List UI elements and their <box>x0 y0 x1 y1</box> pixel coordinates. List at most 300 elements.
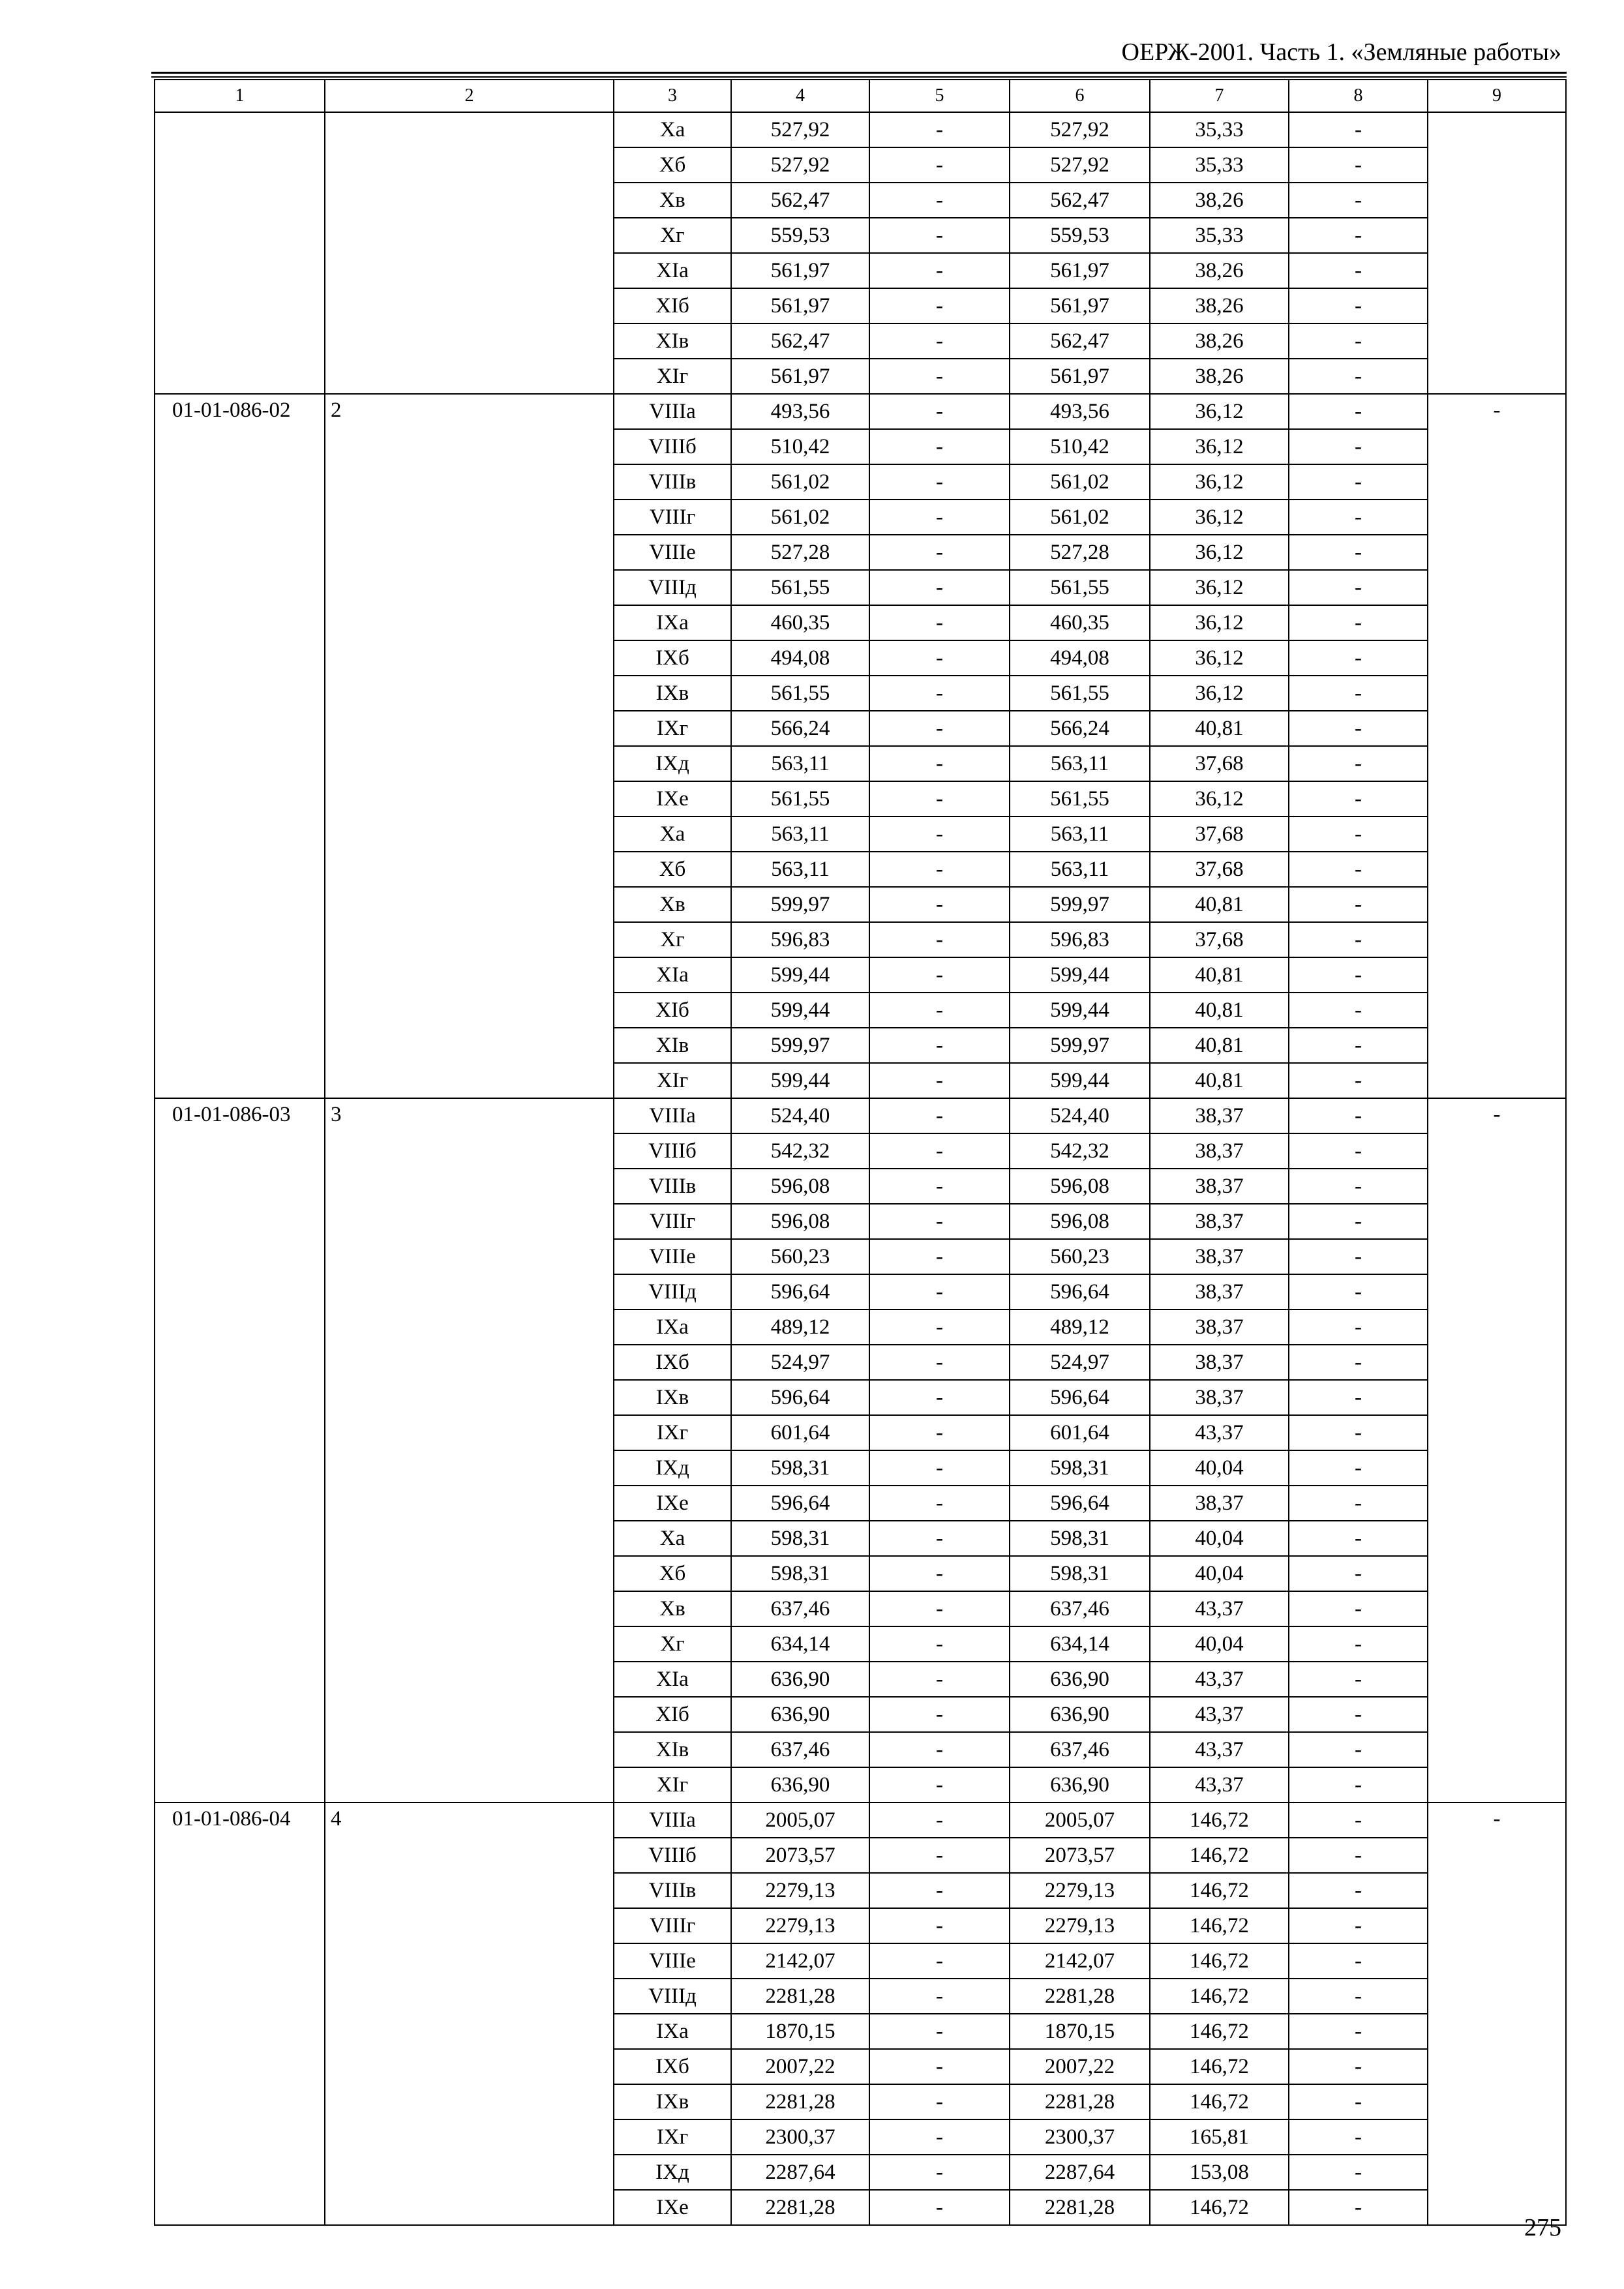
cell-v7: 38,37 <box>1150 1239 1289 1274</box>
cell-v6: 489,12 <box>1010 1309 1150 1345</box>
cell-v7: 36,12 <box>1150 570 1289 605</box>
cell-v8: - <box>1289 2190 1428 2225</box>
cell-v4: 561,02 <box>731 464 869 500</box>
cell-v7: 43,37 <box>1150 1415 1289 1450</box>
cell-v4: 637,46 <box>731 1732 869 1767</box>
cell-v8: - <box>1289 1732 1428 1767</box>
cell-v5: - <box>869 1239 1010 1274</box>
cell-v5: - <box>869 1697 1010 1732</box>
cell-v6: 2287,64 <box>1010 2155 1150 2190</box>
cell-v8: - <box>1289 1591 1428 1626</box>
cell-cat: VIIIд <box>614 1979 731 2014</box>
cell-v8: - <box>1289 1133 1428 1169</box>
cell-v7: 40,04 <box>1150 1521 1289 1556</box>
cell-v4: 596,83 <box>731 922 869 957</box>
cell-v8: - <box>1289 1979 1428 2014</box>
cell-v5: - <box>869 1662 1010 1697</box>
cell-v8: - <box>1289 1345 1428 1380</box>
cell-cat: IXб <box>614 1345 731 1380</box>
cell-v5: - <box>869 852 1010 887</box>
cell-v6: 2007,22 <box>1010 2049 1150 2084</box>
cell-cat: Xа <box>614 1521 731 1556</box>
cell-v7: 38,37 <box>1150 1486 1289 1521</box>
column-number: 1 <box>155 80 325 112</box>
cell-v8: - <box>1289 781 1428 816</box>
cell-v7: 146,72 <box>1150 2084 1289 2119</box>
cell-v4: 596,64 <box>731 1274 869 1309</box>
table-row <box>155 112 1566 147</box>
cell-v6: 599,44 <box>1010 1063 1150 1098</box>
cell-cat: VIIIб <box>614 1838 731 1873</box>
cell-v8: - <box>1289 711 1428 746</box>
cell-v5: - <box>869 147 1010 183</box>
cell-v7: 40,81 <box>1150 1028 1289 1063</box>
cell-v7: 38,37 <box>1150 1380 1289 1415</box>
cell-v7: 38,26 <box>1150 183 1289 218</box>
cell-cat: IXг <box>614 2119 731 2155</box>
table-row <box>155 1803 1566 1838</box>
rate-code-cell <box>155 112 325 394</box>
page-number: 275 <box>1524 2214 1561 2241</box>
cell-v5: - <box>869 1309 1010 1345</box>
cell-cat: VIIIа <box>614 394 731 429</box>
cell-v6: 494,08 <box>1010 640 1150 676</box>
cell-v6: 561,97 <box>1010 288 1150 323</box>
cell-v7: 35,33 <box>1150 112 1289 147</box>
cell-v6: 599,97 <box>1010 1028 1150 1063</box>
cell-v7: 153,08 <box>1150 2155 1289 2190</box>
cell-v8: - <box>1289 1204 1428 1239</box>
cell-v6: 599,97 <box>1010 887 1150 922</box>
cell-cat: IXа <box>614 2014 731 2049</box>
cell-v8: - <box>1289 1767 1428 1803</box>
cell-v5: - <box>869 2014 1010 2049</box>
cell-v7: 146,72 <box>1150 2049 1289 2084</box>
rate-code-cell: 01-01-086-02 <box>155 394 325 1098</box>
cell-v8: - <box>1289 1873 1428 1908</box>
cell-v5: - <box>869 1873 1010 1908</box>
cell-v4: 2279,13 <box>731 1908 869 1943</box>
cell-v5: - <box>869 253 1010 288</box>
cell-v4: 634,14 <box>731 1626 869 1662</box>
cell-v8: - <box>1289 640 1428 676</box>
cell-v4: 561,97 <box>731 288 869 323</box>
cell-v5: - <box>869 1486 1010 1521</box>
column-number: 9 <box>1428 80 1566 112</box>
cell-cat: Xб <box>614 147 731 183</box>
rate-name-cell <box>325 112 614 394</box>
cell-v8: - <box>1289 535 1428 570</box>
cell-v5: - <box>869 570 1010 605</box>
cell-cat: IXб <box>614 2049 731 2084</box>
cell-v5: - <box>869 676 1010 711</box>
cell-v6: 493,56 <box>1010 394 1150 429</box>
cell-v4: 598,31 <box>731 1521 869 1556</box>
cell-v7: 146,72 <box>1150 1979 1289 2014</box>
cell-v6: 559,53 <box>1010 218 1150 253</box>
cell-v6: 596,64 <box>1010 1380 1150 1415</box>
cell-v6: 1870,15 <box>1010 2014 1150 2049</box>
column-number-row <box>155 80 1566 112</box>
cell-v8: - <box>1289 253 1428 288</box>
cell-v4: 599,97 <box>731 1028 869 1063</box>
cell-cat: VIIIд <box>614 570 731 605</box>
cell-v5: - <box>869 1063 1010 1098</box>
cell-v6: 527,92 <box>1010 147 1150 183</box>
cell-v5: - <box>869 2190 1010 2225</box>
cell-v4: 2007,22 <box>731 2049 869 2084</box>
cell-v4: 563,11 <box>731 746 869 781</box>
cell-v6: 527,28 <box>1010 535 1150 570</box>
column-number: 3 <box>614 80 731 112</box>
cell-v6: 460,35 <box>1010 605 1150 640</box>
cell-v4: 2279,13 <box>731 1873 869 1908</box>
cell-v6: 2281,28 <box>1010 1979 1150 2014</box>
cell-v5: - <box>869 922 1010 957</box>
cell-v7: 36,12 <box>1150 464 1289 500</box>
cell-v6: 561,02 <box>1010 500 1150 535</box>
cell-v6: 596,83 <box>1010 922 1150 957</box>
cell-v6: 636,90 <box>1010 1697 1150 1732</box>
cell-v6: 598,31 <box>1010 1521 1150 1556</box>
cell-v7: 146,72 <box>1150 1873 1289 1908</box>
cell-v4: 489,12 <box>731 1309 869 1345</box>
cell-cat: VIIIе <box>614 1943 731 1979</box>
cell-v6: 560,23 <box>1010 1239 1150 1274</box>
cell-cat: Xа <box>614 112 731 147</box>
cell-v7: 38,26 <box>1150 359 1289 394</box>
cell-cat: IXб <box>614 640 731 676</box>
cell-v6: 2142,07 <box>1010 1943 1150 1979</box>
cell-v7: 40,04 <box>1150 1556 1289 1591</box>
cell-v5: - <box>869 746 1010 781</box>
cell-v7: 38,37 <box>1150 1098 1289 1133</box>
cell-v7: 37,68 <box>1150 816 1289 852</box>
cell-cat: XIа <box>614 253 731 288</box>
cell-v8: - <box>1289 464 1428 500</box>
cell-v7: 40,81 <box>1150 711 1289 746</box>
cell-cat: XIв <box>614 1732 731 1767</box>
cell-v4: 566,24 <box>731 711 869 746</box>
cell-cat: IXд <box>614 1450 731 1486</box>
cell-v7: 36,12 <box>1150 394 1289 429</box>
cell-cat: VIIIб <box>614 429 731 464</box>
cell-v8: - <box>1289 2049 1428 2084</box>
cell-v5: - <box>869 816 1010 852</box>
cell-v6: 561,55 <box>1010 676 1150 711</box>
cell-v5: - <box>869 1908 1010 1943</box>
cell-cat: VIIIв <box>614 1169 731 1204</box>
cell-v8: - <box>1289 922 1428 957</box>
cell-v4: 636,90 <box>731 1767 869 1803</box>
rate-code-cell: 01-01-086-04 <box>155 1803 325 2225</box>
cell-v7: 40,04 <box>1150 1450 1289 1486</box>
cell-cat: IXв <box>614 2084 731 2119</box>
cell-v8: - <box>1289 1697 1428 1732</box>
cell-v7: 36,12 <box>1150 500 1289 535</box>
cell-v8: - <box>1289 1556 1428 1591</box>
cell-v5: - <box>869 500 1010 535</box>
cell-v7: 40,81 <box>1150 1063 1289 1098</box>
cell-cat: IXа <box>614 605 731 640</box>
cell-v6: 2005,07 <box>1010 1803 1150 1838</box>
cell-v8: - <box>1289 1838 1428 1873</box>
cell-v5: - <box>869 1838 1010 1873</box>
cell-v7: 36,12 <box>1150 781 1289 816</box>
cell-v4: 596,08 <box>731 1204 869 1239</box>
cell-v8: - <box>1289 288 1428 323</box>
cell-v4: 494,08 <box>731 640 869 676</box>
column9-cell: - <box>1428 1098 1566 1803</box>
cell-v4: 561,97 <box>731 253 869 288</box>
cell-cat: IXе <box>614 2190 731 2225</box>
cell-v7: 40,81 <box>1150 957 1289 993</box>
cell-v4: 598,31 <box>731 1450 869 1486</box>
cell-v5: - <box>869 781 1010 816</box>
cell-cat: VIIIг <box>614 1908 731 1943</box>
cell-v6: 527,92 <box>1010 112 1150 147</box>
cell-cat: IXе <box>614 1486 731 1521</box>
cell-v5: - <box>869 1345 1010 1380</box>
cell-v4: 561,02 <box>731 500 869 535</box>
cell-v7: 36,12 <box>1150 676 1289 711</box>
cell-v8: - <box>1289 1309 1428 1345</box>
cell-cat: Xг <box>614 922 731 957</box>
cell-v8: - <box>1289 887 1428 922</box>
cell-v7: 38,37 <box>1150 1309 1289 1345</box>
cell-v5: - <box>869 112 1010 147</box>
cell-v6: 524,40 <box>1010 1098 1150 1133</box>
cell-v6: 561,55 <box>1010 781 1150 816</box>
cell-cat: XIб <box>614 1697 731 1732</box>
cell-cat: XIг <box>614 1767 731 1803</box>
column-number: 4 <box>731 80 869 112</box>
cell-v5: - <box>869 1204 1010 1239</box>
cell-cat: XIб <box>614 288 731 323</box>
cell-v7: 38,26 <box>1150 288 1289 323</box>
cell-v5: - <box>869 288 1010 323</box>
cell-v5: - <box>869 2155 1010 2190</box>
cell-v5: - <box>869 1521 1010 1556</box>
cell-v8: - <box>1289 1450 1428 1486</box>
cell-v6: 637,46 <box>1010 1591 1150 1626</box>
cell-v6: 2281,28 <box>1010 2084 1150 2119</box>
cell-v4: 2281,28 <box>731 2084 869 2119</box>
cell-cat: IXв <box>614 676 731 711</box>
cell-v7: 37,68 <box>1150 922 1289 957</box>
cell-cat: Xг <box>614 1626 731 1662</box>
cell-v5: - <box>869 2049 1010 2084</box>
cell-v7: 38,37 <box>1150 1204 1289 1239</box>
cell-v8: - <box>1289 147 1428 183</box>
cell-v6: 561,02 <box>1010 464 1150 500</box>
cell-v8: - <box>1289 1239 1428 1274</box>
cell-v6: 596,64 <box>1010 1274 1150 1309</box>
cell-v5: - <box>869 394 1010 429</box>
cell-cat: VIIIв <box>614 464 731 500</box>
cell-v8: - <box>1289 112 1428 147</box>
cell-v7: 38,37 <box>1150 1133 1289 1169</box>
cell-cat: IXг <box>614 1415 731 1450</box>
rate-code-cell: 01-01-086-03 <box>155 1098 325 1803</box>
cell-v5: - <box>869 1169 1010 1204</box>
cell-v4: 2005,07 <box>731 1803 869 1838</box>
cell-v4: 562,47 <box>731 183 869 218</box>
cell-v6: 562,47 <box>1010 183 1150 218</box>
cell-v5: - <box>869 957 1010 993</box>
cell-v7: 37,68 <box>1150 746 1289 781</box>
cell-v8: - <box>1289 1063 1428 1098</box>
cell-v5: - <box>869 359 1010 394</box>
cell-cat: IXе <box>614 781 731 816</box>
cell-v6: 599,44 <box>1010 957 1150 993</box>
cell-v8: - <box>1289 852 1428 887</box>
cell-cat: Xа <box>614 816 731 852</box>
cell-v4: 2300,37 <box>731 2119 869 2155</box>
cell-v6: 2281,28 <box>1010 2190 1150 2225</box>
cell-cat: Xв <box>614 183 731 218</box>
cell-v4: 524,97 <box>731 1345 869 1380</box>
cell-v6: 562,47 <box>1010 323 1150 359</box>
cell-v4: 637,46 <box>731 1591 869 1626</box>
cell-v6: 634,14 <box>1010 1626 1150 1662</box>
cell-v4: 561,55 <box>731 781 869 816</box>
cell-v8: - <box>1289 1098 1428 1133</box>
cell-v7: 35,33 <box>1150 218 1289 253</box>
cell-v7: 146,72 <box>1150 1803 1289 1838</box>
cell-v4: 601,64 <box>731 1415 869 1450</box>
cell-v4: 599,97 <box>731 887 869 922</box>
column9-cell: - <box>1428 394 1566 1098</box>
cell-v4: 561,97 <box>731 359 869 394</box>
cell-v7: 43,37 <box>1150 1662 1289 1697</box>
cell-v7: 43,37 <box>1150 1591 1289 1626</box>
cell-v8: - <box>1289 746 1428 781</box>
cell-v7: 146,72 <box>1150 1943 1289 1979</box>
cell-v7: 36,12 <box>1150 429 1289 464</box>
cell-cat: VIIIа <box>614 1803 731 1838</box>
cell-v5: - <box>869 1133 1010 1169</box>
cell-v5: - <box>869 1803 1010 1838</box>
cell-v4: 2287,64 <box>731 2155 869 2190</box>
cell-v5: - <box>869 429 1010 464</box>
cell-v7: 43,37 <box>1150 1697 1289 1732</box>
cell-v7: 43,37 <box>1150 1767 1289 1803</box>
cell-v6: 636,90 <box>1010 1767 1150 1803</box>
cell-v5: - <box>869 2084 1010 2119</box>
cell-v8: - <box>1289 1169 1428 1204</box>
cell-v5: - <box>869 1450 1010 1486</box>
cell-v5: - <box>869 464 1010 500</box>
cell-v7: 38,26 <box>1150 323 1289 359</box>
cell-v4: 636,90 <box>731 1697 869 1732</box>
cell-v7: 38,37 <box>1150 1169 1289 1204</box>
cell-v7: 146,72 <box>1150 1908 1289 1943</box>
cell-v8: - <box>1289 1943 1428 1979</box>
cell-v5: - <box>869 1732 1010 1767</box>
cell-v6: 524,97 <box>1010 1345 1150 1380</box>
cell-cat: VIIIд <box>614 1274 731 1309</box>
table-row <box>155 394 1566 429</box>
cell-v4: 561,55 <box>731 570 869 605</box>
cell-v8: - <box>1289 1662 1428 1697</box>
cell-v6: 596,64 <box>1010 1486 1150 1521</box>
cell-v5: - <box>869 1415 1010 1450</box>
cell-v6: 561,97 <box>1010 253 1150 288</box>
cell-v8: - <box>1289 1486 1428 1521</box>
cell-cat: XIв <box>614 323 731 359</box>
rate-name-cell: 4 <box>325 1803 614 2225</box>
cell-v5: - <box>869 1380 1010 1415</box>
cell-v4: 527,92 <box>731 112 869 147</box>
cell-v6: 598,31 <box>1010 1450 1150 1486</box>
cell-v6: 596,08 <box>1010 1204 1150 1239</box>
cell-v8: - <box>1289 1908 1428 1943</box>
cell-cat: Xг <box>614 218 731 253</box>
cell-v6: 2279,13 <box>1010 1873 1150 1908</box>
cell-v8: - <box>1289 183 1428 218</box>
cell-v7: 165,81 <box>1150 2119 1289 2155</box>
cell-v8: - <box>1289 218 1428 253</box>
column-number: 8 <box>1289 80 1428 112</box>
cell-cat: Xб <box>614 852 731 887</box>
cell-cat: XIв <box>614 1028 731 1063</box>
cell-v7: 146,72 <box>1150 2014 1289 2049</box>
cell-v4: 2142,07 <box>731 1943 869 1979</box>
cell-v6: 563,11 <box>1010 852 1150 887</box>
cell-v5: - <box>869 1591 1010 1626</box>
cell-v7: 43,37 <box>1150 1732 1289 1767</box>
column-number: 2 <box>325 80 614 112</box>
cell-v8: - <box>1289 957 1428 993</box>
cell-v4: 510,42 <box>731 429 869 464</box>
cell-v5: - <box>869 1626 1010 1662</box>
cell-v6: 510,42 <box>1010 429 1150 464</box>
cell-cat: VIIIе <box>614 1239 731 1274</box>
cell-v5: - <box>869 323 1010 359</box>
cell-v6: 636,90 <box>1010 1662 1150 1697</box>
cell-v7: 38,37 <box>1150 1345 1289 1380</box>
cell-cat: VIIIг <box>614 500 731 535</box>
cell-v4: 599,44 <box>731 957 869 993</box>
cell-v4: 596,64 <box>731 1486 869 1521</box>
cell-v5: - <box>869 711 1010 746</box>
rates-table-body <box>155 80 1566 2225</box>
cell-v4: 563,11 <box>731 816 869 852</box>
cell-v6: 598,31 <box>1010 1556 1150 1591</box>
cell-v4: 527,28 <box>731 535 869 570</box>
cell-v4: 524,40 <box>731 1098 869 1133</box>
cell-v8: - <box>1289 1380 1428 1415</box>
cell-cat: IXд <box>614 746 731 781</box>
cell-v4: 598,31 <box>731 1556 869 1591</box>
cell-v4: 2073,57 <box>731 1838 869 1873</box>
cell-cat: XIа <box>614 1662 731 1697</box>
cell-v4: 636,90 <box>731 1662 869 1697</box>
cell-cat: Xв <box>614 1591 731 1626</box>
cell-cat: VIIIв <box>614 1873 731 1908</box>
cell-v8: - <box>1289 359 1428 394</box>
cell-v8: - <box>1289 1626 1428 1662</box>
cell-cat: IXг <box>614 711 731 746</box>
cell-v8: - <box>1289 570 1428 605</box>
cell-v8: - <box>1289 323 1428 359</box>
cell-v7: 38,37 <box>1150 1274 1289 1309</box>
cell-v6: 601,64 <box>1010 1415 1150 1450</box>
cell-v6: 542,32 <box>1010 1133 1150 1169</box>
rate-name-cell: 3 <box>325 1098 614 1803</box>
cell-v6: 596,08 <box>1010 1169 1150 1204</box>
